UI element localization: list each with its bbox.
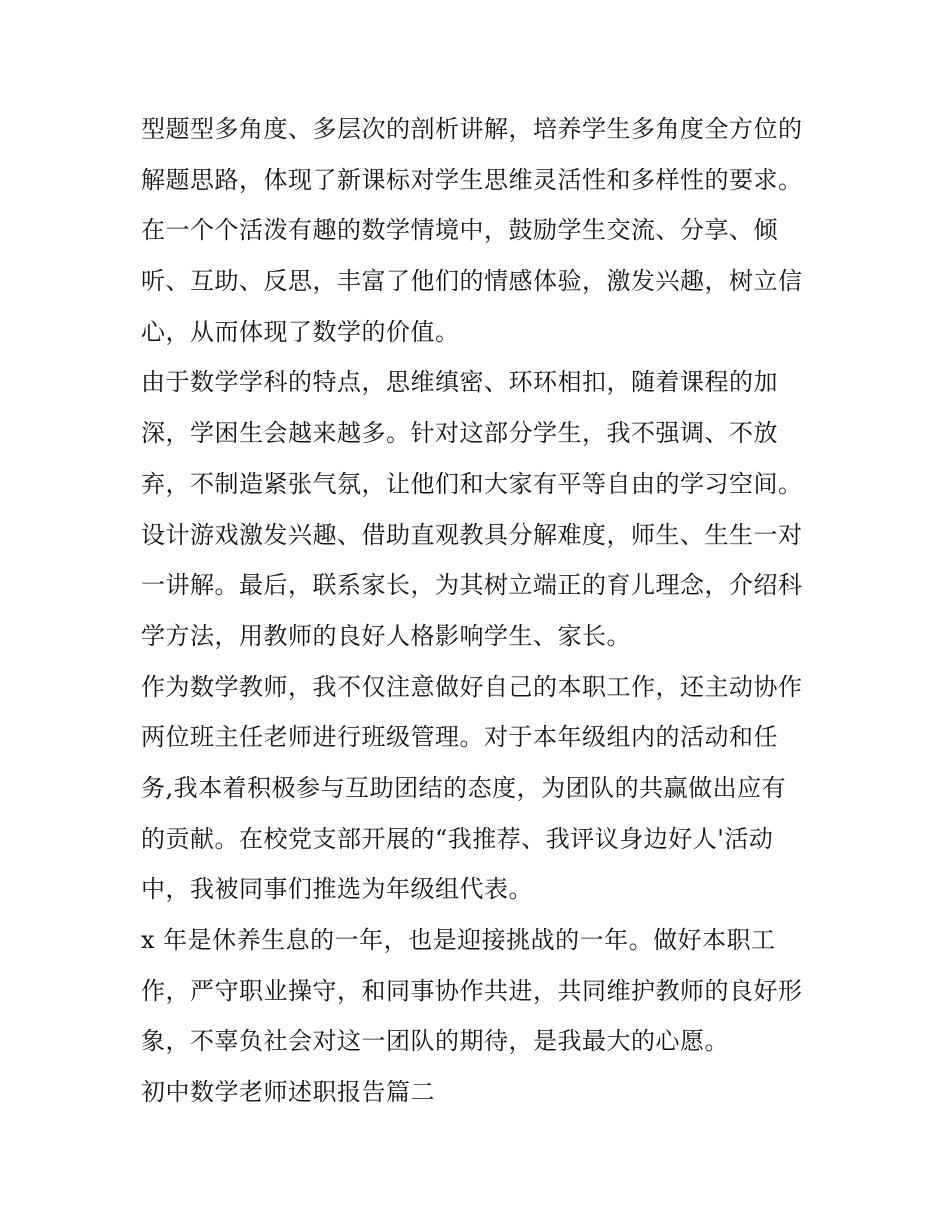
text-line: 中，我被同事们推选为年级组代表。 — [141, 875, 533, 904]
text-line: x 年是休养生息的一年，也是迎接挑战的一年。做好本职工 — [141, 926, 776, 954]
text-line: 听、互助、反思，丰富了他们的情感体验，激发兴趣，树立信 — [141, 267, 803, 296]
text-line: 型题型多角度、多层次的剖析讲解，培养学生多角度全方位的 — [141, 115, 803, 143]
text-line: 一讲解。最后，联系家长，为其树立端正的育儿理念，介绍科 — [141, 571, 803, 600]
text-line: 作，严守职业操守，和同事协作共进，共同维护教师的良好形 — [141, 976, 803, 1005]
text-line: 两位班主任老师进行班级管理。对于本年级组内的活动和任 — [141, 723, 778, 752]
text-line: 学方法，用教师的良好人格影响学生、家长。 — [141, 621, 631, 650]
text-line: 心，从而体现了数学的价值。 — [141, 317, 460, 346]
text-line: 作为数学教师，我不仅注意做好自己的本职工作，还主动协作 — [141, 672, 803, 701]
text-line: 弃，不制造紧张气氛，让他们和大家有平等自由的学习空间。 — [141, 469, 803, 498]
text-line: 象，不辜负社会对这一团队的期待，是我最大的心愿。 — [141, 1027, 729, 1056]
text-line: 解题思路，体现了新课标对学生思维灵活性和多样性的要求。 — [141, 165, 803, 194]
text-line: 在一个个活泼有趣的数学情境中，鼓励学生交流、分享、倾 — [141, 216, 778, 245]
text-line: 务,我本着积极参与互助团结的态度，为团队的共赢做出应有 — [141, 773, 787, 802]
document-body — [141, 104, 821, 1118]
text-line: 设计游戏激发兴趣、借助直观教具分解难度，师生、生生一对 — [141, 520, 803, 549]
section-heading: 初中数学老师述职报告篇二 — [141, 1078, 435, 1107]
text-line: 由于数学学科的特点，思维缜密、环环相扣，随着课程的加 — [141, 368, 778, 397]
text-line: 深，学困生会越来越多。针对这部分学生，我不强调、不放 — [141, 419, 778, 448]
text-line: 的贡献。在校党支部开展的“我推荐、我评议身边好人'活动 — [141, 824, 774, 853]
